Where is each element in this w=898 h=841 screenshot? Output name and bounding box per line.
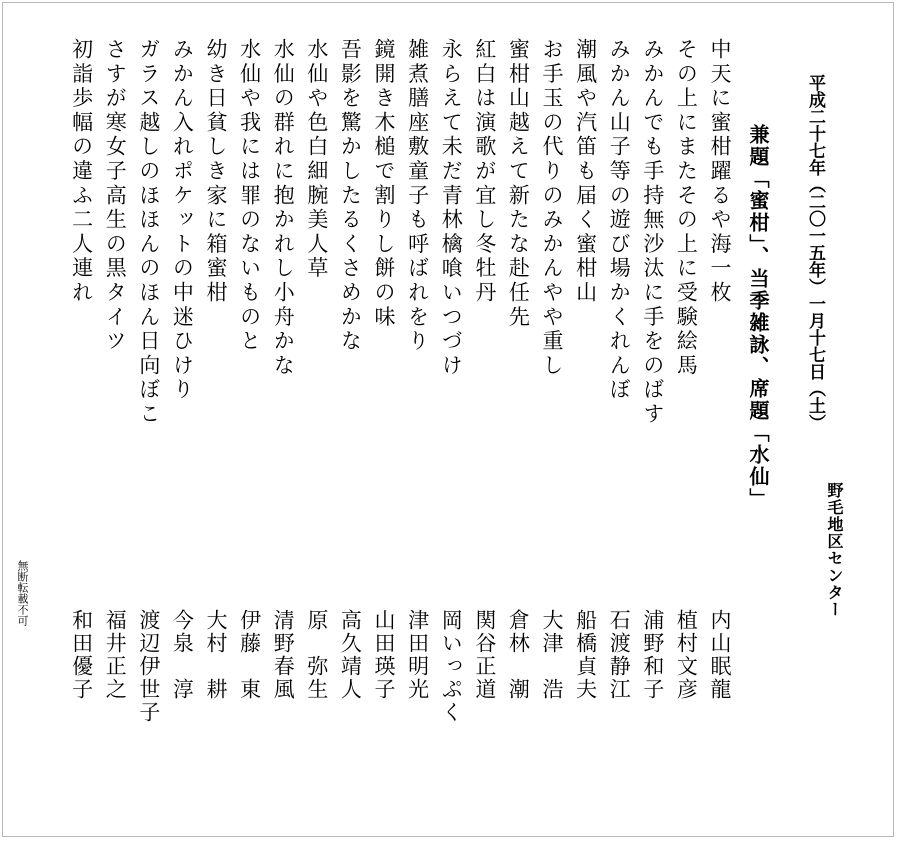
haiku-text: みかんでも手持無沙汰に手をのばす — [640, 38, 665, 427]
no-reprint-notice: 無断転載不可 — [16, 560, 29, 626]
haiku-author: 和田優子 — [69, 609, 94, 701]
haiku-author: 原 弥生 — [304, 609, 329, 701]
haiku-author: 高久靖人 — [338, 609, 363, 701]
haiku-author: 船橋貞夫 — [573, 609, 598, 701]
haiku-text: ガラス越しのほほんのほん日向ぼこ — [136, 38, 161, 427]
haiku-text: 幼き日貧しき家に箱蜜柑 — [204, 38, 228, 306]
haiku-text: 水仙や我には罪のないものと — [237, 38, 262, 354]
haiku-text: お手玉の代りのみかんやや重し — [540, 38, 564, 379]
haiku-text: 紅白は演歌が宜し冬牡丹 — [472, 38, 497, 306]
haiku-author: 伊藤 東 — [237, 609, 262, 701]
haiku-text: 水仙や色白細腕美人草 — [304, 38, 329, 281]
haiku-text: みかん山子等の遊び場かくれんぼ — [607, 38, 632, 403]
haiku-text: 潮風や汽笛も届く蜜柑山 — [573, 38, 598, 306]
haiku-text: 鏡開き木槌で割りし餅の味 — [372, 38, 396, 330]
haiku-text: 水仙の群れに抱かれし小舟かな — [271, 38, 296, 379]
haiku-author: 大村 耕 — [204, 609, 228, 701]
haiku-text: 永らえて未だ青林檎喰いつづけ — [439, 38, 464, 379]
haiku-text: その上にまたその上に受験絵馬 — [674, 38, 699, 379]
haiku-author: 浦野和子 — [640, 609, 665, 701]
haiku-text: 初詣歩幅の違ふ二人連れ — [69, 38, 94, 306]
haiku-text: 吾影を驚かしたるくさめかな — [338, 38, 363, 354]
haiku-author: 石渡静江 — [607, 609, 632, 701]
haiku-author: 植村文彦 — [674, 609, 699, 701]
haiku-text: さすが寒女子高生の黒タイツ — [103, 38, 128, 354]
haiku-text: 中天に蜜柑躍るや海一枚 — [708, 38, 732, 306]
haiku-author: 清野春風 — [271, 609, 296, 701]
haiku-author: 山田瑛子 — [372, 609, 396, 701]
haiku-author: 大津 浩 — [540, 609, 564, 701]
haiku-author: 今泉 淳 — [170, 609, 195, 701]
haiku-author: 岡いっぷく — [439, 609, 464, 724]
meeting-subjects: 兼題「蜜柑」、当季雑詠、席題「水仙」 — [746, 124, 770, 510]
haiku-text: みかん入れポケットの中迷ひけり — [170, 38, 195, 403]
haiku-author: 内山眠龍 — [708, 609, 732, 701]
meeting-date: 平成二十七年（二〇一五年）一月十七日（土） — [805, 74, 825, 431]
haiku-author: 津田明光 — [405, 609, 430, 701]
haiku-author: 渡辺伊世子 — [136, 609, 161, 724]
haiku-author: 関谷正道 — [472, 609, 497, 701]
haiku-author: 福井正之 — [103, 609, 128, 701]
meeting-venue: 野毛地区センター — [825, 482, 844, 618]
haiku-text: 雑煮膳座敷童子も呼ばれをり — [405, 38, 430, 354]
haiku-author: 倉林 潮 — [506, 609, 531, 701]
haiku-text: 蜜柑山越えて新たな赴任先 — [506, 38, 531, 330]
